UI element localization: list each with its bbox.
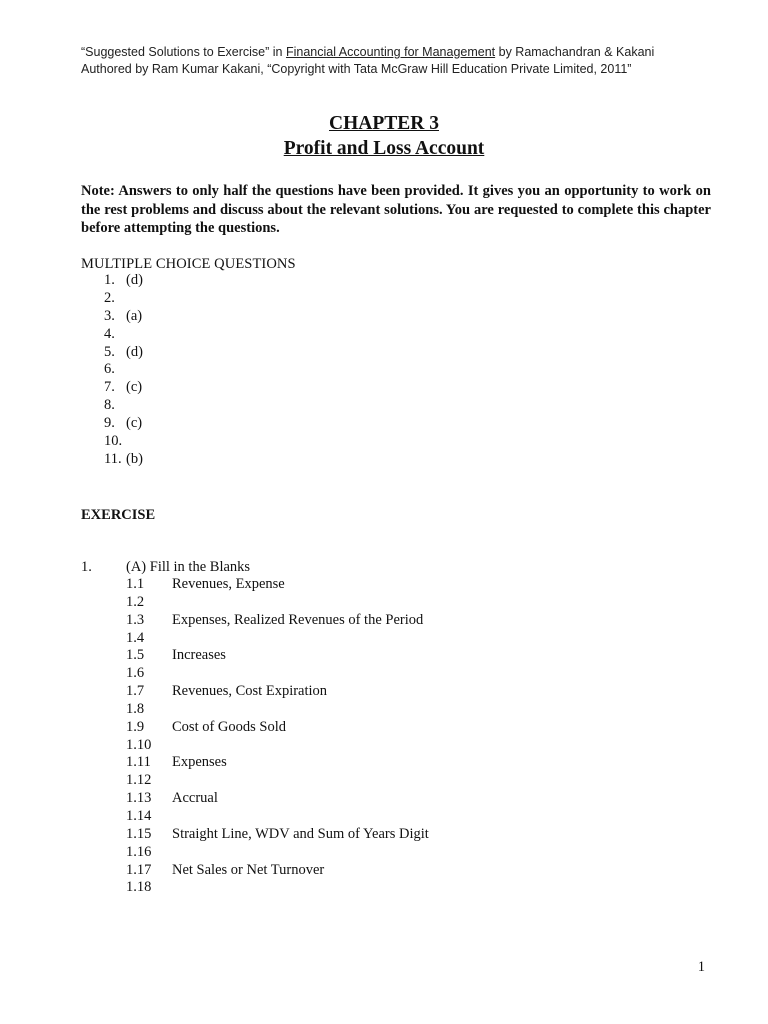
blank-number: 1.17 xyxy=(126,861,152,878)
list-item xyxy=(126,665,429,683)
mcq-answer: (b) xyxy=(126,450,143,467)
list-item xyxy=(126,737,429,755)
list-item xyxy=(126,826,429,844)
blank-number: 1.5 xyxy=(126,647,145,664)
blank-number: 1.14 xyxy=(126,807,152,824)
list-item xyxy=(126,594,429,612)
blank-number: 1.7 xyxy=(126,683,145,700)
mcq-question-number: 9. xyxy=(104,415,115,432)
exercise-question-number: 1. xyxy=(81,559,92,575)
mcq-question-number: 1. xyxy=(104,272,115,288)
exercise-question-label: (A) Fill in the Blanks xyxy=(126,559,251,575)
blank-number: 1.6 xyxy=(126,665,145,682)
list-item xyxy=(126,701,429,719)
note-paragraph: Note: Answers to only half the questions have been provided. It gives you an opportunity to work on the rest problems and discuss about the relevant solutions. You are requested to complete this chapter before attempting the questions. xyxy=(81,183,711,236)
mcq-heading: MULTIPLE CHOICE QUESTIONS xyxy=(81,256,296,272)
mcq-question-number: 8. xyxy=(104,397,115,414)
blank-number: 1.10 xyxy=(126,736,152,753)
blank-answer: Straight Line, WDV and Sum of Years Digit xyxy=(172,825,429,842)
list-item xyxy=(126,683,429,701)
list-item xyxy=(126,844,429,862)
header-solutions-title: “Suggested Solutions to Exercise” xyxy=(81,45,270,59)
list-item xyxy=(126,630,429,648)
header-book-title: Financial Accounting for Management xyxy=(285,45,496,59)
mcq-answer: (c) xyxy=(126,415,143,432)
list-item xyxy=(104,361,143,379)
list-item xyxy=(126,790,429,808)
blank-number: 1.2 xyxy=(126,593,145,610)
list-item xyxy=(126,754,429,772)
list-item xyxy=(104,379,143,397)
blank-number: 1.12 xyxy=(126,772,152,789)
list-item xyxy=(126,862,429,880)
header-line-1 xyxy=(81,44,721,61)
mcq-answer: (a) xyxy=(126,307,143,324)
mcq-answer-list xyxy=(104,272,143,469)
blank-number: 1.3 xyxy=(126,611,145,628)
blank-answer: Accrual xyxy=(172,790,218,807)
mcq-answer: (d) xyxy=(126,272,143,288)
list-item xyxy=(126,576,429,594)
chapter-number: CHAPTER 3 xyxy=(329,113,439,134)
exercise-question-1 xyxy=(81,558,250,576)
blank-number: 1.18 xyxy=(126,879,152,896)
list-item xyxy=(104,290,143,308)
list-item xyxy=(126,612,429,630)
list-item xyxy=(104,272,143,290)
blank-number: 1.16 xyxy=(126,843,152,860)
list-item xyxy=(126,647,429,665)
list-item xyxy=(104,308,143,326)
blank-number: 1.13 xyxy=(126,790,152,807)
mcq-question-number: 4. xyxy=(104,325,115,342)
mcq-question-number: 2. xyxy=(104,289,115,306)
list-item xyxy=(126,772,429,790)
header-in-text: in xyxy=(269,45,286,59)
mcq-answer: (c) xyxy=(126,379,143,396)
list-item xyxy=(126,808,429,826)
header-line-2: Authored by Ram Kumar Kakani, “Copyright with Tata McGraw Hill Education Private Limited, 2011” xyxy=(81,62,632,76)
blank-answer: Net Sales or Net Turnover xyxy=(172,861,325,878)
mcq-question-number: 5. xyxy=(104,343,115,360)
exercise-heading: EXERCISE xyxy=(81,507,156,523)
list-item xyxy=(104,451,143,469)
blank-number: 1.11 xyxy=(126,754,151,771)
mcq-question-number: 6. xyxy=(104,361,115,378)
blank-answer: Revenues, Expense xyxy=(172,576,285,592)
mcq-question-number: 7. xyxy=(104,379,115,396)
list-item xyxy=(104,397,143,415)
list-item xyxy=(104,433,143,451)
blank-number: 1.15 xyxy=(126,825,152,842)
chapter-title: Profit and Loss Account xyxy=(283,138,485,159)
blank-answer: Expenses, Realized Revenues of the Period xyxy=(172,611,424,628)
blank-answer: Revenues, Cost Expiration xyxy=(172,683,328,700)
list-item xyxy=(104,326,143,344)
page-header xyxy=(81,44,721,78)
blank-answer: Increases xyxy=(172,647,226,664)
blank-number: 1.1 xyxy=(126,576,145,592)
blank-number: 1.4 xyxy=(126,629,145,646)
mcq-answer: (d) xyxy=(126,343,143,360)
list-item xyxy=(104,344,143,362)
blank-answer: Expenses xyxy=(172,754,227,771)
header-authors: by Ramachandran & Kakani xyxy=(495,45,655,59)
blank-number: 1.8 xyxy=(126,700,145,717)
blank-number: 1.9 xyxy=(126,718,145,735)
list-item xyxy=(126,879,429,897)
list-item xyxy=(126,719,429,737)
mcq-question-number: 3. xyxy=(104,307,115,324)
mcq-question-number: 11. xyxy=(104,450,122,467)
list-item xyxy=(104,415,143,433)
fill-in-blanks-list xyxy=(126,576,429,897)
mcq-question-number: 10. xyxy=(104,433,123,450)
blank-answer: Cost of Goods Sold xyxy=(172,718,287,735)
page-number: 1 xyxy=(697,959,705,975)
